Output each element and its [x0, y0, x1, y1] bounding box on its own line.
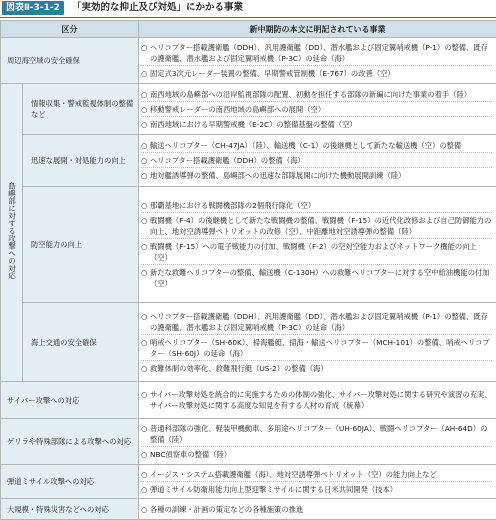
circle-bullet-icon: ○ [141, 104, 148, 114]
list-item [141, 152, 492, 166]
circle-bullet-icon: ○ [141, 141, 148, 151]
circle-bullet-icon: ○ [141, 268, 148, 278]
group-label-cell [1, 83, 23, 381]
item-text: 新たな救難ヘリコプターの整備、輸送機（C-130H）への救難ヘリコプターに対する空中給油機能の付加（空） [150, 268, 490, 289]
circle-bullet-icon: ○ [141, 242, 148, 252]
circle-bullet-icon: ○ [141, 504, 148, 514]
items-cell [139, 464, 496, 498]
category-cell: 周辺海空域の安全確保 [1, 38, 139, 84]
table-row [1, 464, 496, 498]
list-item [141, 101, 492, 115]
table-body [1, 38, 496, 520]
item-text: 南西地域の島嶼部への沿岸監視部隊の配置、初動を担任する部隊の新編に向けた事業の着手（陸） [150, 89, 472, 99]
title-divider [0, 17, 496, 18]
category-cell: サイバー攻撃への対応 [1, 382, 139, 419]
item-text: 戦闘機（F-4）の後継機として新たな戦闘機の整備、戦闘機（F-15）の近代化改修および自己防御能力の向上、地対空誘導弾ペトリオットの改修（空）、中距離地対空誘導弾の整備（陸） [150, 216, 492, 237]
items-cell [139, 499, 496, 520]
circle-bullet-icon: ○ [141, 311, 148, 321]
item-text: 各種の訓練・計画の策定などの各種施策の推進 [150, 504, 304, 514]
circle-bullet-icon: ○ [141, 450, 148, 460]
table-row [1, 303, 496, 382]
item-text: イージス・システム搭載護衛艦（海）、地対空誘導弾ペトリオット（空）の能力向上など [150, 469, 437, 479]
list-item [141, 140, 492, 151]
list-item [141, 238, 492, 263]
table-row [1, 135, 496, 187]
circle-bullet-icon: ○ [141, 171, 148, 181]
figure-header [0, 0, 496, 17]
item-text: 普通科部隊の強化、軽装甲機動車、多用途ヘリコプター（UH-60JA）、戦闘ヘリコプター（AH-64D）の整備（陸） [150, 424, 488, 445]
table-row [1, 382, 496, 419]
item-text: 移動警戒レーダーの南西地域の島嶼部への展開（空） [150, 104, 326, 114]
table-row [1, 38, 496, 84]
circle-bullet-icon: ○ [141, 469, 148, 479]
category-cell: 情報収集・警戒監視体制の整備など [23, 83, 139, 135]
list-item [141, 360, 492, 374]
items-cell [139, 135, 496, 187]
category-cell: 弾道ミサイル攻撃への対応 [1, 464, 139, 498]
table-row [1, 419, 496, 465]
table-header-row [1, 21, 496, 38]
item-text: サイバー攻撃対処を統合的に実施するための体制の強化、サイバー攻撃対処に関する研究や演習の充実、サイバー攻撃対処に関する高度な知見を有する人材の育成（統幕） [150, 390, 492, 411]
category-cell: 大規模・特殊災害などへの対応 [1, 499, 139, 520]
circle-bullet-icon: ○ [141, 201, 148, 211]
circle-bullet-icon: ○ [141, 390, 148, 400]
circle-bullet-icon: ○ [141, 119, 148, 129]
circle-bullet-icon: ○ [141, 363, 148, 373]
item-text: 弾道ミサイル防衛用能力向上型迎撃ミサイルに関する日米共同開発（技本） [150, 484, 398, 494]
items-cell [139, 382, 496, 419]
item-text: 救難体制の効率化、救難飛行艇（US-2）の整備（海） [150, 363, 328, 373]
list-item [141, 264, 492, 289]
figure-title: 「実効的な抑止及び対処」にかかる事業 [72, 2, 244, 13]
item-text: 輸送ヘリコプター（CH-47JA）（陸）、輸送機（C-1）の後継機として新たな輸送機（空）の整備 [150, 141, 462, 151]
item-text: 南西地域における早期警戒機（E-2C）の整備基盤の整備（空） [150, 119, 357, 129]
item-text: 哨戒ヘリコプター（SH-60K）、掃海艦艇、掃海・輸送ヘリコプター（MCH-101）の整備、哨戒ヘリコプター（SH-60J）の延命（海） [150, 337, 490, 358]
list-item [141, 167, 492, 181]
category-cell: 海上交通の安全確保 [23, 303, 139, 382]
circle-bullet-icon: ○ [141, 68, 148, 78]
table-row [1, 83, 496, 135]
items-cell [139, 303, 496, 382]
projects-table [0, 20, 496, 520]
item-text: 戦闘機（F-15）への電子戦能力の付加、戦闘機（F-2）の空対空能力およびネットワーク機能の向上（空） [150, 242, 477, 263]
list-item [141, 42, 492, 64]
list-item [141, 212, 492, 237]
circle-bullet-icon: ○ [141, 484, 148, 494]
list-item [141, 469, 492, 480]
circle-bullet-icon: ○ [141, 337, 148, 347]
list-item [141, 116, 492, 130]
figure-tag: 図表Ⅱ-3-1-2 [2, 1, 64, 15]
items-cell [139, 187, 496, 303]
group-label: 島嶼部に対する攻撃への対応 [7, 182, 17, 280]
item-text: ヘリコプター搭載護衛艦（DDH）、汎用護衛艦（DD）、潜水艦および固定翼哨戒機（P-1）の整備、既存の護衛艦、潜水艦および固定翼哨戒機（P-3C）の延命（海） [150, 311, 488, 332]
list-item [141, 446, 492, 460]
list-item [141, 65, 492, 79]
table-row [1, 499, 496, 520]
list-item [141, 504, 492, 515]
table-row [1, 187, 496, 303]
list-item [141, 311, 492, 333]
list-item [141, 423, 492, 445]
circle-bullet-icon: ○ [141, 42, 148, 52]
items-cell [139, 83, 496, 135]
list-item [141, 389, 492, 411]
list-item [141, 89, 492, 100]
list-item [141, 481, 492, 495]
items-cell [139, 419, 496, 465]
header-category: 区分 [1, 21, 139, 38]
category-cell: ゲリラや特殊部隊による攻撃への対応 [1, 419, 139, 465]
item-text: 固定式3次元レーダー装置の整備、早期警戒管制機（E-767）の改善（空） [150, 68, 395, 78]
circle-bullet-icon: ○ [141, 156, 148, 166]
item-text: 那覇基地における戦闘機部隊の2個飛行隊化（空） [150, 201, 316, 211]
header-items: 新中期防の本文に明記されている事業 [139, 21, 496, 38]
circle-bullet-icon: ○ [141, 216, 148, 226]
list-item [141, 334, 492, 359]
items-cell [139, 38, 496, 84]
item-text: ヘリコプター搭載護衛艦（DDH）、汎用護衛艦（DD）、潜水艦および固定翼哨戒機（P-1）の整備、既存の護衛艦、潜水艦および固定翼哨戒機（P-3C）の延命（海） [150, 42, 488, 63]
category-cell: 防空能力の向上 [23, 187, 139, 303]
item-text: ヘリコプター搭載護衛艦（DDH）の整備（海） [150, 156, 305, 166]
circle-bullet-icon: ○ [141, 424, 148, 434]
item-text: 地対艦誘導弾の整備、島嶼部への迅速な部隊展開に向けた機動展開訓練（陸） [150, 171, 406, 181]
category-cell: 迅速な展開・対処能力の向上 [23, 135, 139, 187]
circle-bullet-icon: ○ [141, 89, 148, 99]
item-text: NBC偵察車の整備（陸） [150, 450, 232, 460]
list-item [141, 200, 492, 211]
